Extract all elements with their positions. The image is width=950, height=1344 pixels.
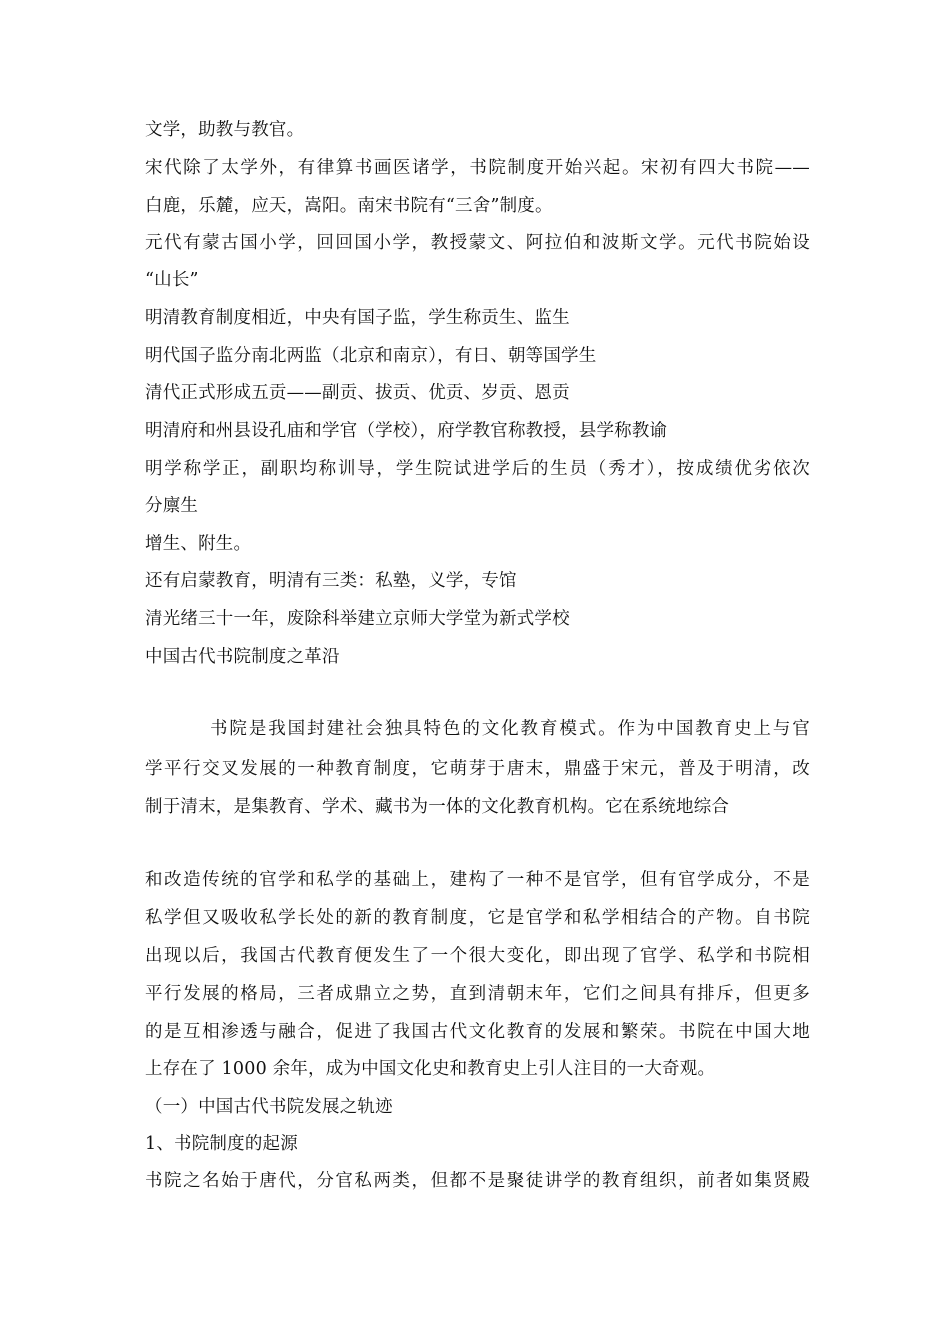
text-line: 明学称学正，副职均称训导，学生院试进学后的生员（秀才），按成绩优劣依次 [145,459,810,479]
text-line: 明清府和州县设孔庙和学官（学校），府学教官称教授，县学称教谕 [145,421,668,441]
paragraph-line: 上存在了 1000 余年，成为中国文化史和教育史上引人注目的一大奇观。 [145,1059,716,1079]
text-line: 清光绪三十一年，废除科举建立京师大学堂为新式学校 [145,609,570,629]
text-line: 清代正式形成五贡——副贡、拔贡、优贡、岁贡、恩贡 [145,383,570,403]
paragraph-line: 书院是我国封建社会独具特色的文化教育模式。作为中国教育史上与官 [210,719,810,739]
text-line: 元代有蒙古国小学，回回国小学，教授蒙文、阿拉伯和波斯文学。元代书院始设 [145,233,810,253]
text-line: 还有启蒙教育，明清有三类：私塾，义学，专馆 [145,571,517,591]
subsection-heading: 1、书院制度的起源 [145,1134,298,1154]
paragraph-line: 和改造传统的官学和私学的基础上，建构了一种不是官学，但有官学成分，不是 [145,870,810,890]
paragraph-line: 私学但又吸收私学长处的新的教育制度，它是官学和私学相结合的产物。自书院 [145,908,810,928]
text-line: “山长” [145,270,199,290]
paragraph-line: 平行发展的格局，三者成鼎立之势，直到清朝末年，它们之间具有排斥，但更多 [145,984,810,1004]
paragraph-line: 书院之名始于唐代，分官私两类，但都不是聚徒讲学的教育组织，前者如集贤殿 [145,1171,810,1191]
paragraph-line: 学平行交叉发展的一种教育制度，它萌芽于唐末，鼎盛于宋元，普及于明清，改 [145,759,810,779]
paragraph-line: 出现以后，我国古代教育便发生了一个很大变化，即出现了官学、私学和书院相 [145,946,810,966]
text-line: 明代国子监分南北两监（北京和南京），有日、朝等国学生 [145,346,597,366]
paragraph-line: 制于清末，是集教育、学术、藏书为一体的文化教育机构。它在系统地综合 [145,797,730,817]
paragraph-line: 的是互相渗透与融合，促进了我国古代文化教育的发展和繁荣。书院在中国大地 [145,1022,810,1042]
text-line: 宋代除了太学外，有律算书画医诸学，书院制度开始兴起。宋初有四大书院—— [145,158,810,178]
text-line: 分廪生 [145,496,199,516]
section-heading: 中国古代书院制度之革沿 [145,647,340,667]
subsection-heading: （一）中国古代书院发展之轨迹 [145,1097,393,1117]
text-line: 白鹿，乐麓，应天，嵩阳。南宋书院有“三舍”制度。 [145,196,553,216]
text-line: 增生、附生。 [145,534,252,554]
text-line: 明清教育制度相近，中央有国子监，学生称贡生、监生 [145,308,570,328]
text-line: 文学，助教与教官。 [145,120,305,140]
